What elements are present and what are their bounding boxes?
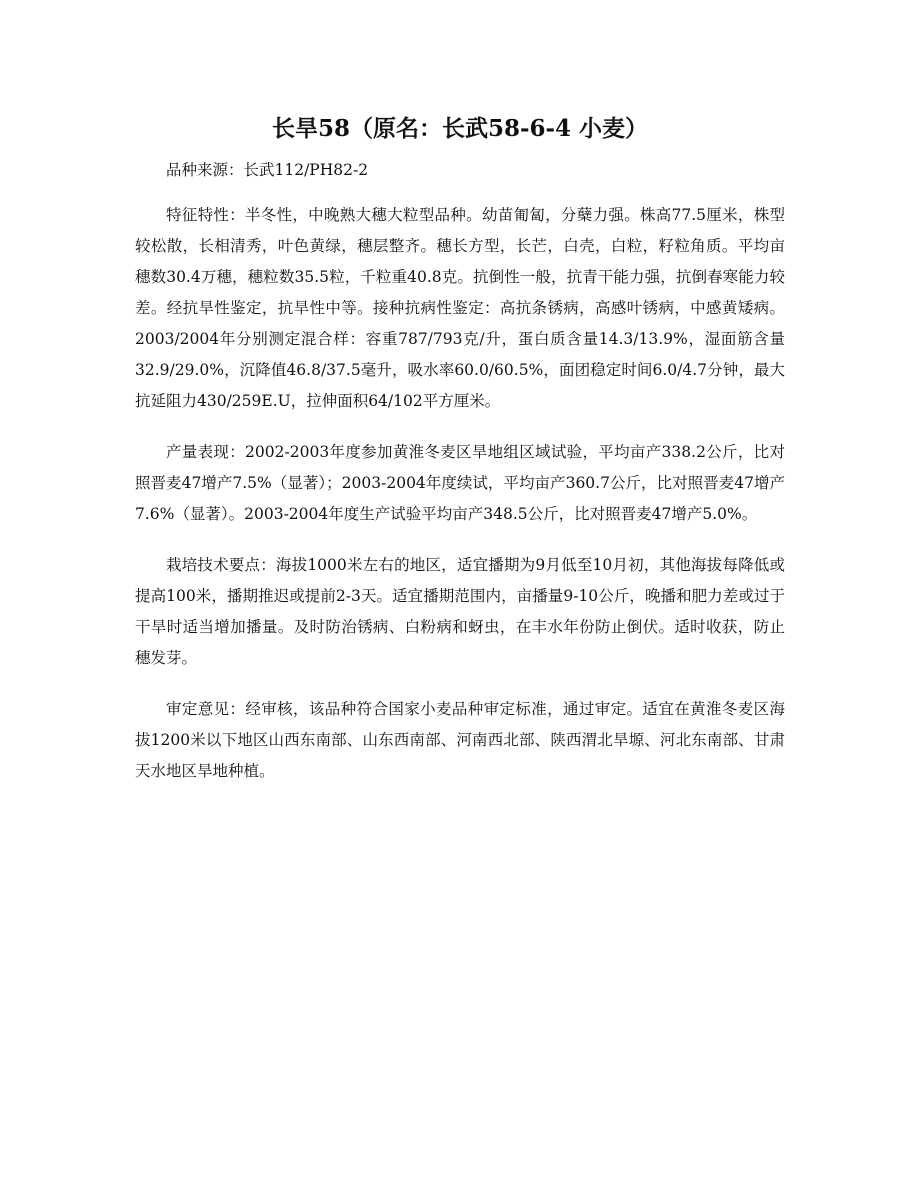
cultivation-paragraph: 栽培技术要点：海拔1000米左右的地区，适宜播期为9月低至10月初，其他海拔每降低或提高100米，播期推迟或提前2-3天。适宜播期范围内，亩播量9-10公斤，晚播和肥力差或过于干旱时适当增加播量。及时防治锈病、白粉病和蚜虫，在丰水年份防止倒伏。适时收获，防止穗发芽。	[135, 556, 785, 667]
variety-source-paragraph: 品种来源：长武112/PH82-2	[166, 161, 369, 179]
document-body	[135, 155, 785, 807]
document-title: 长旱58（原名：长武58-6-4 小麦）	[271, 115, 649, 142]
approval-paragraph: 审定意见：经审核，该品种符合国家小麦品种审定标准，通过审定。适宜在黄淮冬麦区海拔1200米以下地区山西东南部、山东西南部、河南西北部、陕西渭北旱塬、河北东南部、甘肃天水地区旱地种植。	[135, 700, 785, 780]
characteristics-paragraph: 特征特性：半冬性，中晚熟大穗大粒型品种。幼苗匍匐，分蘖力强。株高77.5厘米，株型较松散，长相清秀，叶色黄绿，穗层整齐。穗长方型，长芒，白壳，白粒，籽粒角质。平均亩穗数30.4万穗，穗粒数35.5粒，千粒重40.8克。抗倒性一般，抗青干能力强，抗倒春寒能力较差。经抗旱性鉴定，抗旱性中等。接种抗病性鉴定：高抗条锈病，高感叶锈病，中感黄矮病。2003/2004年分别测定混合样：容重787/793克/升，蛋白质含量14.3/13.9%，湿面筋含量32.9/29.0%，沉降值46.8/37.5毫升，吸水率60.0/60.5%，面团稳定时间6.0/4.7分钟，最大抗延阻力430/259E.U，拉伸面积64/102平方厘米。	[135, 206, 785, 410]
yield-paragraph: 产量表现：2002-2003年度参加黄淮冬麦区旱地组区域试验，平均亩产338.2公斤，比对照晋麦47增产7.5%（显著）；2003-2004年度续试，平均亩产360.7公斤，比对照晋麦47增产7.6%（显著）。2003-2004年度生产试验平均亩产348.5公斤，比对照晋麦47增产5.0%。	[135, 443, 785, 523]
